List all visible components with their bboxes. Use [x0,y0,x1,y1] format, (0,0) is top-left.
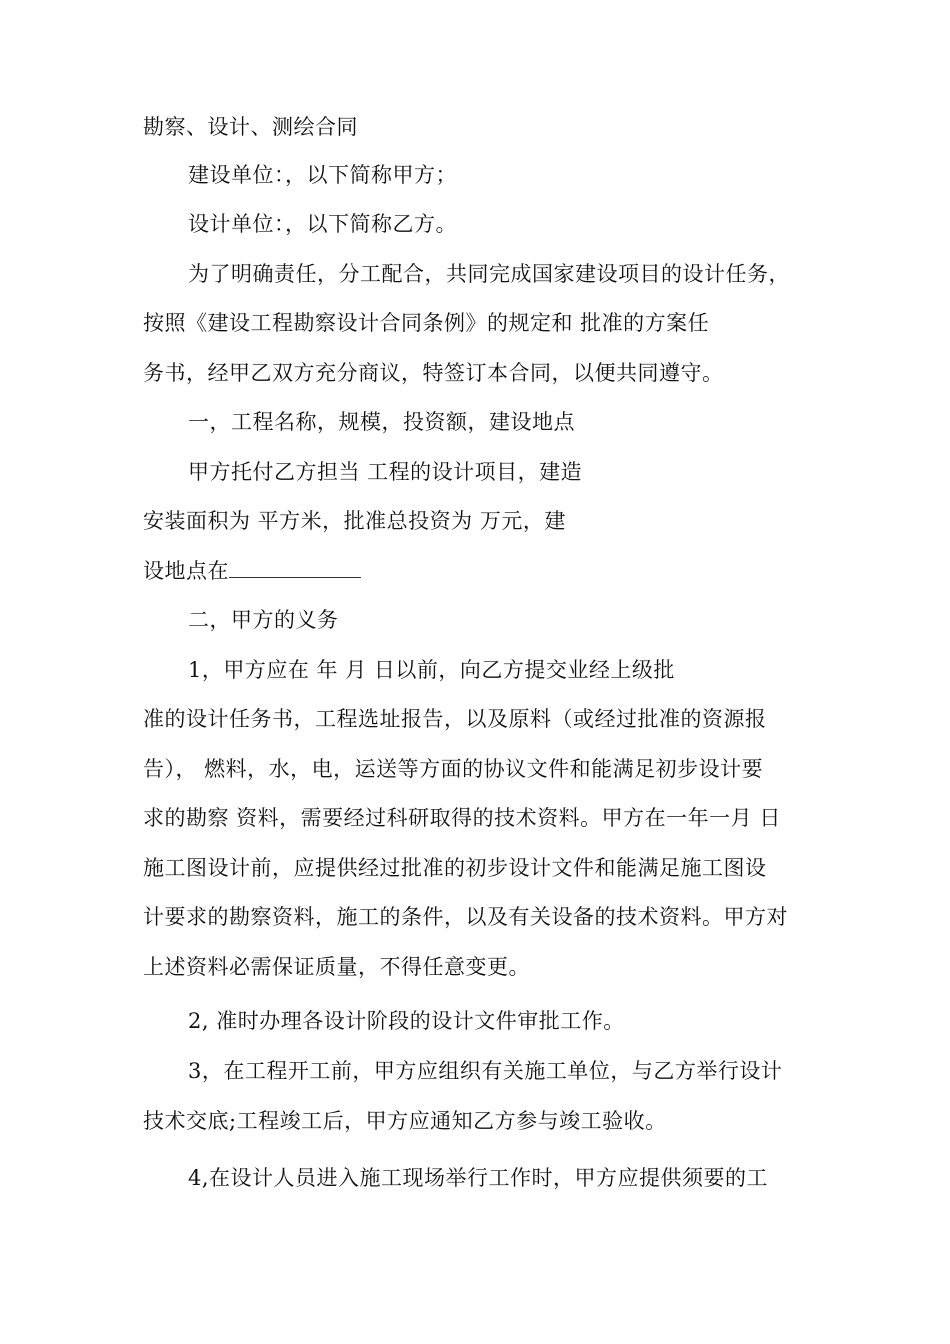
paragraph-line: 4,在设计人员进入施工现场举行工作时，甲方应提供须要的工 [188,1166,769,1190]
section-heading: 一，工程名称，规模，投资额，建设地点 [188,410,575,434]
section-heading: 二，甲方的义务 [188,608,339,632]
location-label: 设地点在 [143,559,229,583]
paragraph-line: 准的设计任务书，工程选址报告，以及原料（或经过批准的资源报 [143,707,767,731]
paragraph-line [143,556,361,586]
clause-line: 建设单位：，以下简称甲方； [188,163,457,187]
paragraph-line: 甲方托付乙方担当 工程的设计项目，建造 [188,460,583,484]
paragraph-line: 计要求的勘察资料，施工的条件，以及有关设备的技术资料。甲方对 [143,905,788,929]
document-title: 勘察、设计、测绘合同 [143,115,358,139]
fill-in-blank [229,557,361,578]
paragraph-line: 3，在工程开工前，甲方应组织有关施工单位，与乙方举行设计 [188,1059,783,1083]
paragraph-line: 技术交底;工程竣工后，甲方应通知乙方参与竣工验收。 [143,1109,667,1133]
paragraph-line: 施工图设计前，应提供经过批准的初步设计文件和能满足施工图设 [143,856,767,880]
paragraph-line: 安装面积为 平方米，批准总投资为 万元，建 [143,509,566,533]
paragraph-line: 1，甲方应在 年 月 日以前，向乙方提交业经上级批 [188,658,675,682]
paragraph-line: 求的勘察 资料，需要经过科研取得的技术资料。甲方在一年一月 日 [143,806,781,830]
clause-line: 设计单位：，以下简称乙方。 [188,212,457,236]
paragraph-line: 按照《建设工程勘察设计合同条例》的规定和 批准的方案任 [143,311,710,335]
paragraph-line: 为了明确责任，分工配合，共同完成国家建设项目的设计任务， [188,262,790,286]
paragraph-line: 上述资料必需保证质量，不得任意变更。 [143,955,530,979]
paragraph-line: 务书，经甲乙双方充分商议，特签订本合同，以便共同遵守。 [143,361,724,385]
paragraph-line: 2, 准时办理各设计阶段的设计文件审批工作。 [188,1009,625,1033]
paragraph-line: 告）， 燃料，水，电，运送等方面的协议文件和能满足初步设计要 [143,757,764,781]
